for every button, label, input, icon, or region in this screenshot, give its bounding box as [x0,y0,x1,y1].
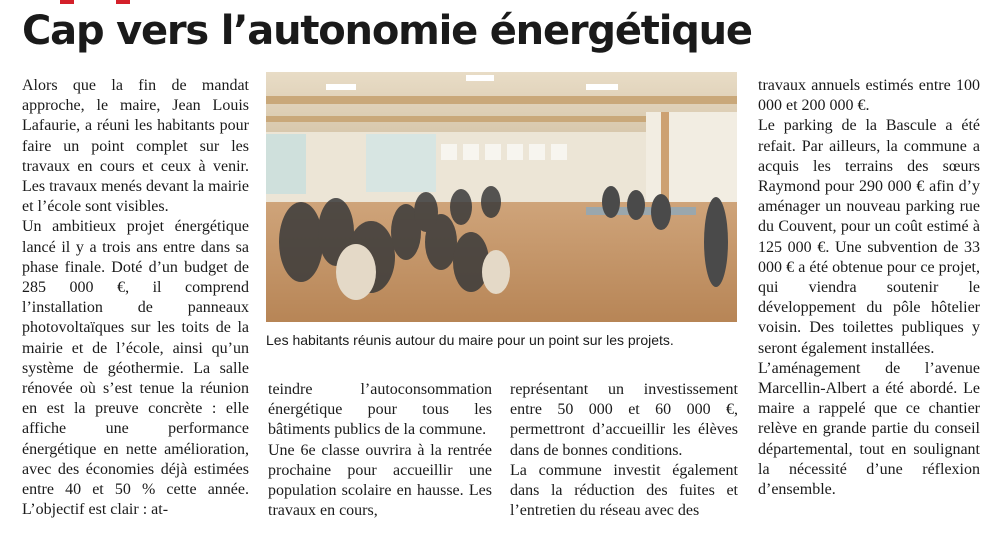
paragraph: teindre l’autoconsommation énergétique pour tous les bâtiments publics de la commune. [268,381,492,439]
article-column-1 [22,76,249,520]
section-accent-bar [60,0,74,4]
paragraph: représentant un investissement entre 50 000 et 60 000 €, permettront d’accueillir les élèves dans de bonnes conditions. [510,381,738,459]
article-column-4 [758,76,980,500]
paragraph: La commune investit également dans la réduction des fuites et l’entretien du réseau avec des [510,461,738,520]
paragraph: travaux annuels estimés entre 100 000 et 200 000 €. [758,77,980,115]
meeting-photo [266,72,737,322]
paragraph: Le parking de la Bascule a été refait. Par ailleurs, la commune a acquis les terrains des sœurs Raymond pour 290 000 € afin d’y aménager un nouveau parking rue du Couvent, pour un coût estimé à 125 000 €. Une subvention de 33 000 € a été obtenue pour ce projet, qui viendra soutenir le développement du pôle hôtelier voisin. Des toilettes publiques y seront également installées. [758,117,980,357]
paragraph: Un ambitieux projet énergétique lancé il y a trois ans entre dans sa phase finale. Doté d’un budget de 285 000 €, il comprend l’installation de panneaux photovoltaïques sur les toits de la mairie et de l’école, ainsi qu’un système de géothermie. La salle rénovée où s’est tenue la réunion en est la preuve concrète : elle affiche une performance énergétique en nette amélioration, avec des économies déjà estimées entre 40 et 50 % cette année. L’objectif est clair : at- [22,218,249,519]
section-accent-bar [116,0,130,4]
article-headline: Cap vers l’autonomie énergétique [22,8,752,54]
paragraph: L’aménagement de l’avenue Marcellin-Albert a été abordé. Le maire a rappelé que ce chantier relève en grande partie du conseil départemental, tout en soulignant la nécessité d’une réflexion d’ensemble. [758,359,980,499]
article-column-2 [268,380,492,521]
article-column-3 [510,380,738,521]
paragraph: Une 6e classe ouvrira à la rentrée prochaine pour accueillir une population scolaire en hausse. Les travaux en cours, [268,441,492,520]
photo-caption: Les habitants réunis autour du maire pour un point sur les projets. [266,332,674,348]
paragraph: Alors que la fin de mandat approche, le maire, Jean Louis Lafaurie, a réuni les habitants pour faire un point complet sur les travaux en cours et ceux à venir. Les travaux menés devant la mairie et l’école sont visibles. [22,77,250,216]
